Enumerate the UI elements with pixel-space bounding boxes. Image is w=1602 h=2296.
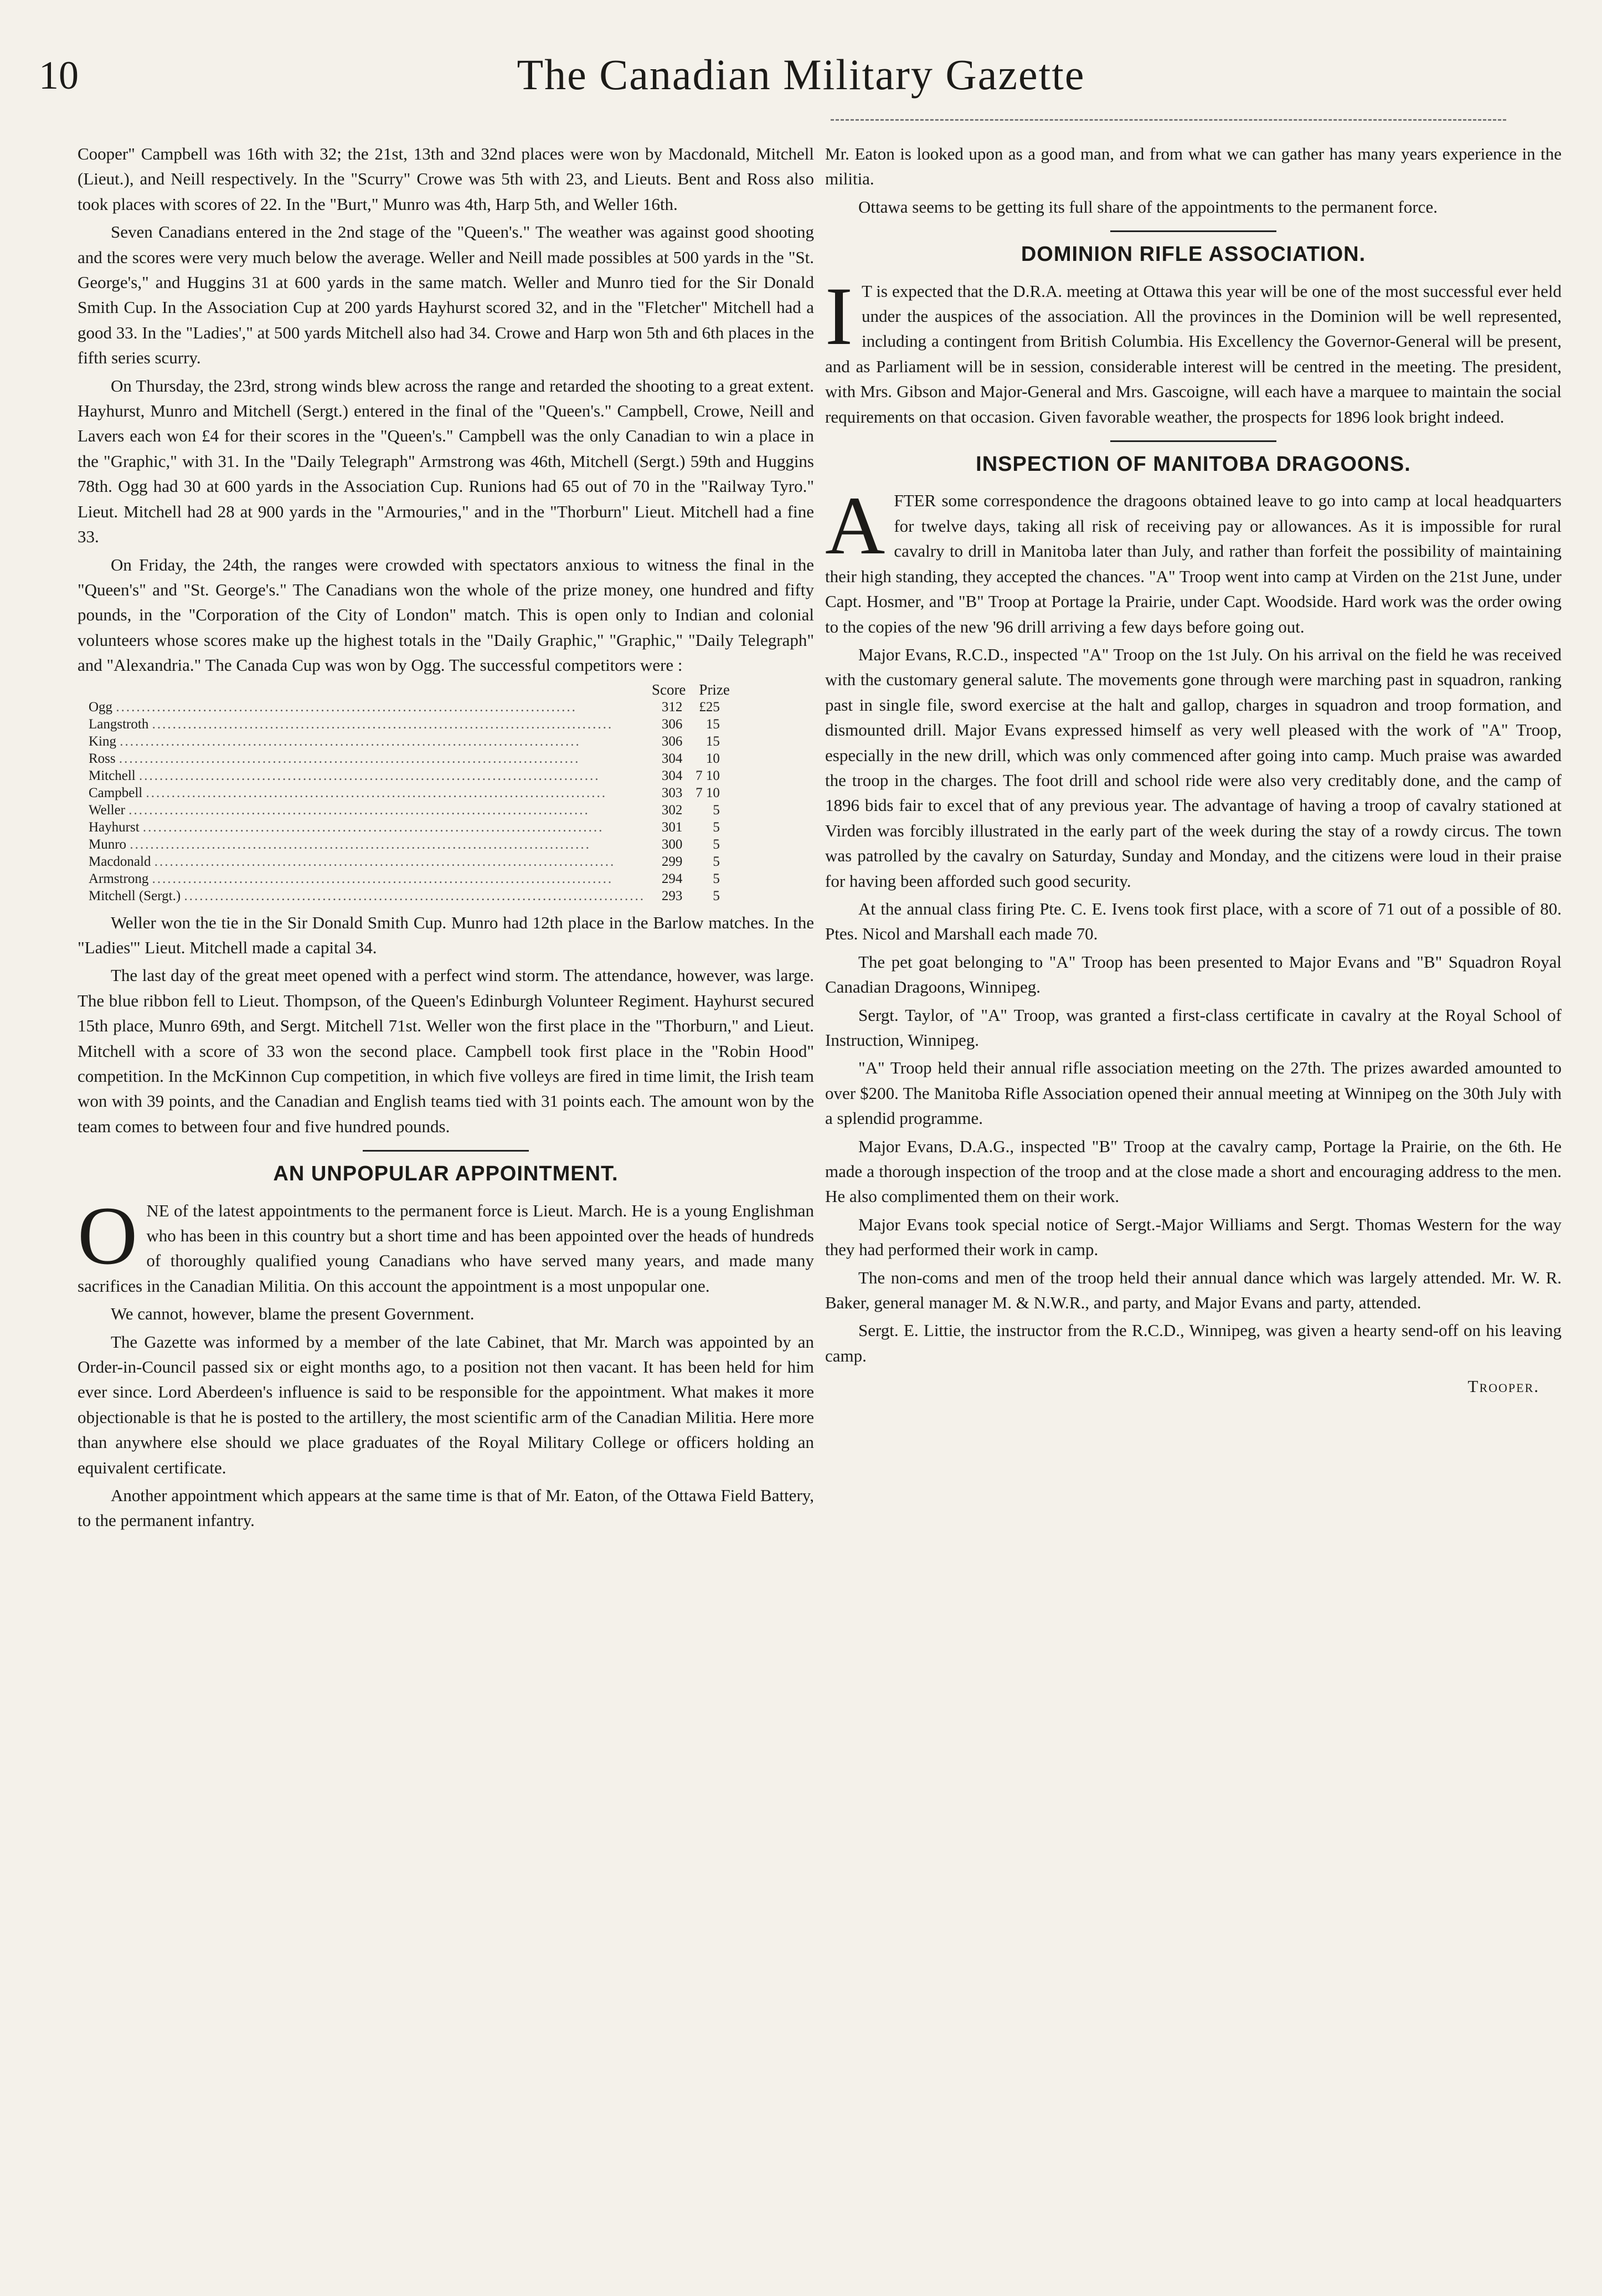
article-paragraph-text: FTER some correspondence the dragoons obtained leave to go into camp at local headquarters for twelve days, taking all risk of receiving pay or allowances. As it is impossible for rural cavalry to drill in Manitoba later than July, and rather than forfeit the possibility of maintaining their high standing, they accepted the chances. "A" Troop went into camp at Virden on the 21st June, under Capt. Hosmer, and "B" Troop at Portage la Prairie, under Capt. Woodside. Hard work was the order owing to the copies of the new '96 drill arriving a few days before going out. xyxy=(825,491,1562,636)
prize-column-header: Prize xyxy=(699,681,730,698)
article-paragraph: On Thursday, the 23rd, strong winds blew across the range and retarded the shooting to a great extent. Hayhurst, Munro and Mitchell (Sergt.) entered in the final of the "Queen's." Campbell, Crowe, Neill and Lavers each won £4 for their scores in the "Queen's." Campbell was the only Canadian to win a place in the "Graphic," with 31. In the "Daily Telegraph" Armstrong was 46th, Mitchell (Sergt.) 59th and Huggins 78th. Ogg had 30 at 600 yards in the Association Cup. Runions had 65 out of 70 in the "Railway Tyro." Lieut. Mitchell had 28 at 900 yards in the "Armouries," and in the "Thorburn" Lieut. Mitchell had a fine 33. xyxy=(78,376,814,547)
article-paragraph xyxy=(78,1189,814,1299)
competitor-score: 304 xyxy=(661,768,683,783)
table-row: Armstrong .......................................................................................... 294 5 xyxy=(89,870,736,887)
article-paragraph: Cooper" Campbell was 16th with 32; the 21st, 13th and 32nd places were won by Macdonald, Mitchell (Lieut.), and Neill respectively. In the "Scurry" Crowe was 5th with 23, and Lieuts. Bent and Ross also took places with scores of 22. In the "Burt," Munro was 4th, Harp 5th, and Weller 16th. xyxy=(78,144,814,214)
competitor-prize: 5 xyxy=(713,871,720,886)
competitor-score: 306 xyxy=(661,733,683,749)
competitor-prize: 5 xyxy=(713,802,720,818)
competitor-name: Armstrong xyxy=(89,871,149,886)
competitor-name: Langstroth xyxy=(89,716,149,732)
competitor-prize: 7 10 xyxy=(696,785,720,800)
competitor-name: King xyxy=(89,733,116,749)
section-heading-manitoba-dragoons: INSPECTION OF MANITOBA DRAGOONS. xyxy=(976,453,1411,476)
competitor-prize: 15 xyxy=(705,716,720,732)
competitor-score: 304 xyxy=(661,751,683,766)
table-row: Mitchell .......................................................................................... 304 7 10 xyxy=(89,767,736,784)
right-column xyxy=(825,141,1562,2252)
competitor-score: 300 xyxy=(661,836,683,852)
article-paragraph xyxy=(825,270,1562,429)
article-paragraph: The pet goat belonging to "A" Troop has been presented to Major Evans and "B" Squadron Royal Canadian Dragoons, Winnipeg. xyxy=(825,952,1562,997)
article-paragraph xyxy=(825,480,1562,639)
competitor-prize: 15 xyxy=(705,733,720,749)
article-paragraph: The last day of the great meet opened with a perfect wind storm. The attendance, however, was large. The blue ribbon fell to Lieut. Thompson, of the Queen's Edinburgh Volunteer Regiment. Hayhurst secured 15th place, Munro 69th, and Sergt. Mitchell 71st. Weller won the first place in the "Thorburn," and Lieut. Mitchell with a score of 33 won the second place. Campbell took first place in the "Robin Hood" competition. In the McKinnon Cup competition, in which five volleys are fired in time limit, the Irish team won with 39 points, and the Canadian and English teams tied with 31 points each. The amount won by the team comes to between four and five hundred pounds. xyxy=(78,965,814,1136)
competitor-score: 303 xyxy=(661,785,683,800)
article-paragraph: At the annual class firing Pte. C. E. Ivens took first place, with a score of 71 out of a possible of 80. Ptes. Nicol and Marshall each made 70. xyxy=(825,898,1562,944)
competitor-name: Weller xyxy=(89,802,126,818)
competitor-prize: 5 xyxy=(713,836,720,852)
competitor-prize: 7 10 xyxy=(696,768,720,783)
score-column-header: Score xyxy=(651,681,686,698)
competitor-name: Mitchell xyxy=(89,768,136,783)
table-row: Hayhurst .......................................................................................... 301 5 xyxy=(89,819,736,836)
article-paragraph-text: NE of the latest appointments to the permanent force is Lieut. March. He is a young Englishman who has been in this country but a short time and has been appointed over the heads of hundreds of thoroughly qualified young Canadians who have served many years, and made many sacrifices in the Canadian Militia. On this account the appointment is a most unpopular one. xyxy=(78,1200,814,1296)
competitor-score: 293 xyxy=(661,888,683,903)
competitor-name: Campbell xyxy=(89,785,143,800)
table-row: Weller .......................................................................................... 302 5 xyxy=(89,802,736,819)
article-paragraph: We cannot, however, blame the present Government. xyxy=(111,1304,475,1324)
article-paragraph-text: T is expected that the D.R.A. meeting at Ottawa this year will be one of the most successful ever held under the auspices of the association. All the provinces in the Dominion will be well represented, including a contingent from British Columbia. His Excellency the Governor-General will be present, and as Parliament will be in session, considerable interest will be centred in the meeting. The president, with Mrs. Gibson and Major-General and Mrs. Gascoigne, will each have a marquee to maintain the social requirements on that occasion. Given favorable weather, the prospects for 1896 look bright indeed. xyxy=(825,281,1562,427)
competitor-score: 312 xyxy=(661,699,683,715)
drop-cap: O xyxy=(78,1189,138,1282)
article-paragraph: Major Evans took special notice of Sergt.-Major Williams and Sergt. Thomas Western for the way they had performed their work in camp. xyxy=(825,1214,1562,1260)
article-paragraph: The Gazette was informed by a member of the late Cabinet, that Mr. March was appointed by an Order-in-Council passed six or eight months ago, to a position not then vacant. It has been held for him ever since. Lord Aberdeen's influence is said to be responsible for the appointment. What makes it more objectionable is that he is posted to the artillery, the most scientific arm of the Canadian Militia. Here more than anywhere else should we place graduates of the Royal Military College or officers holding an equivalent certificate. xyxy=(78,1332,814,1477)
competitor-name: Mitchell (Sergt.) xyxy=(89,888,181,903)
article-paragraph: Weller won the tie in the Sir Donald Smith Cup. Munro had 12th place in the Barlow matches. In the "Ladies'" Lieut. Mitchell made a capital 34. xyxy=(78,912,814,957)
competitor-name: Ogg xyxy=(89,699,113,715)
header-rule xyxy=(831,119,1506,121)
competitor-prize: 10 xyxy=(705,751,720,766)
section-divider xyxy=(1110,440,1276,442)
article-paragraph: On Friday, the 24th, the ranges were crowded with spectators anxious to witness the final in the "Queen's" and "St. George's." The Canadians won the whole of the prize money, one hundred and fifty pounds, in the "Corporation of the City of London" match. This is open only to Indian and colonial volunteers whose scores make up the highest totals in the "Daily Graphic," "Graphic," "Daily Telegraph" and "Alexandria." The Canada Cup was won by Ogg. The successful competitors were : xyxy=(78,554,814,675)
table-row: Campbell .......................................................................................... 303 7 10 xyxy=(89,784,736,802)
competitor-name: Macdonald xyxy=(89,854,151,869)
drop-cap: A xyxy=(825,480,885,572)
table-row: Mitchell (Sergt.) .......................................................................................... 293 5 xyxy=(89,887,736,905)
competitor-score: 302 xyxy=(661,802,683,818)
section-heading-dominion-rifle-association: DOMINION RIFLE ASSOCIATION. xyxy=(1021,243,1366,266)
competitor-prize: 5 xyxy=(713,819,720,835)
article-paragraph: Another appointment which appears at the same time is that of Mr. Eaton, of the Ottawa Field Battery, to the permanent infantry. xyxy=(78,1486,814,1530)
competitor-score: 294 xyxy=(661,871,683,886)
author-signature: Trooper. xyxy=(1467,1376,1539,1396)
table-row: Langstroth .......................................................................................... 306 15 xyxy=(89,716,736,733)
table-row: King .......................................................................................... 306 15 xyxy=(89,733,736,750)
masthead-title: The Canadian Military Gazette xyxy=(517,50,1085,99)
competitor-name: Ross xyxy=(89,751,116,766)
table-row: Ogg .......................................................................................... 312 £25 xyxy=(89,698,736,716)
competitors-table xyxy=(89,681,736,905)
competitor-prize: £25 xyxy=(699,699,720,715)
competitor-prize: 5 xyxy=(713,854,720,869)
drop-cap: I xyxy=(825,270,853,362)
article-paragraph: Major Evans, R.C.D., inspected "A" Troop on the 1st July. On his arrival on the field he was received with the customary general salute. The movements gone through were marching past in squadron, ranking past in single file, sword exercise at the halt and gallop, charges in squadron and troop formation, and dismounted drill. Major Evans expressed himself as very well pleased with the work of "A" Troop, especially in the new drill, which was only commenced after going into camp. Much praise was awarded the troop in the charges. The foot drill and school ride were also very creditably done, and the camp of 1896 bids fair to excel that of any previous year. The advantage of having a troop of cavalry stationed at Virden was forcibly illustrated in the early part of the week during the stay of a rowdy circus. The town was patrolled by the cavalry on Saturday, Sunday and Monday, and the citizens were loud in their praise for having been afforded such good security. xyxy=(825,644,1562,891)
section-divider xyxy=(363,1150,529,1152)
competitor-score: 306 xyxy=(661,716,683,732)
page-number: 10 xyxy=(39,53,79,97)
competitor-score: 301 xyxy=(661,819,683,835)
section-divider xyxy=(1110,230,1276,232)
article-paragraph: Sergt. Taylor, of "A" Troop, was granted a first-class certificate in cavalry at the Royal School of Instruction, Winnipeg. xyxy=(825,1005,1562,1050)
article-paragraph: Sergt. E. Littie, the instructor from the R.C.D., Winnipeg, was given a hearty send-off on his leaving camp. xyxy=(825,1321,1562,1365)
article-paragraph: Seven Canadians entered in the 2nd stage of the "Queen's." The weather was against good shooting and the scores were very much below the average. Weller and Neill made possibles at 500 yards in the "St. George's," and Huggins 31 at 600 yards in the same match. Weller and Munro tied for the Sir Donald Smith Cup. In the Association Cup at 200 yards Hayhurst scored 32, and in the "Fletcher" Mitchell had a good 33. In the "Ladies'," at 500 yards Mitchell also had 34. Crowe and Harp won 5th and 6th places in the fifth series scurry. xyxy=(78,222,814,368)
article-paragraph: Mr. Eaton is looked upon as a good man, and from what we can gather has many years experience in the militia. xyxy=(825,144,1562,189)
section-heading-unpopular-appointment: AN UNPOPULAR APPOINTMENT. xyxy=(273,1162,619,1186)
left-column xyxy=(78,141,814,2252)
article-paragraph: Ottawa seems to be getting its full share of the appointments to the permanent force. xyxy=(858,197,1438,217)
article-paragraph: "A" Troop held their annual rifle association meeting on the 27th. The prizes awarded amounted to over $200. The Manitoba Rifle Association opened their annual meeting at Winnipeg on the 30th July with a splendid programme. xyxy=(825,1058,1562,1128)
competitor-name: Hayhurst xyxy=(89,819,140,835)
article-paragraph: The non-coms and men of the troop held their annual dance which was largely attended. Mr. W. R. Baker, general manager M. & N.W.R., and party, and Major Evans and party, attended. xyxy=(825,1267,1562,1313)
competitor-name: Munro xyxy=(89,836,127,852)
table-row: Ross .......................................................................................... 304 10 xyxy=(89,750,736,767)
table-row: Macdonald .......................................................................................... 299 5 xyxy=(89,853,736,870)
table-row: Munro .......................................................................................... 300 5 xyxy=(89,836,736,853)
competitor-score: 299 xyxy=(661,854,683,869)
table-header-row xyxy=(89,681,736,698)
article-paragraph: Major Evans, D.A.G., inspected "B" Troop at the cavalry camp, Portage la Prairie, on the 6th. He made a thorough inspection of the troop and at the close made a short and encouraging address to the men. He also complimented them on their work. xyxy=(825,1136,1562,1206)
competitor-prize: 5 xyxy=(713,888,720,903)
